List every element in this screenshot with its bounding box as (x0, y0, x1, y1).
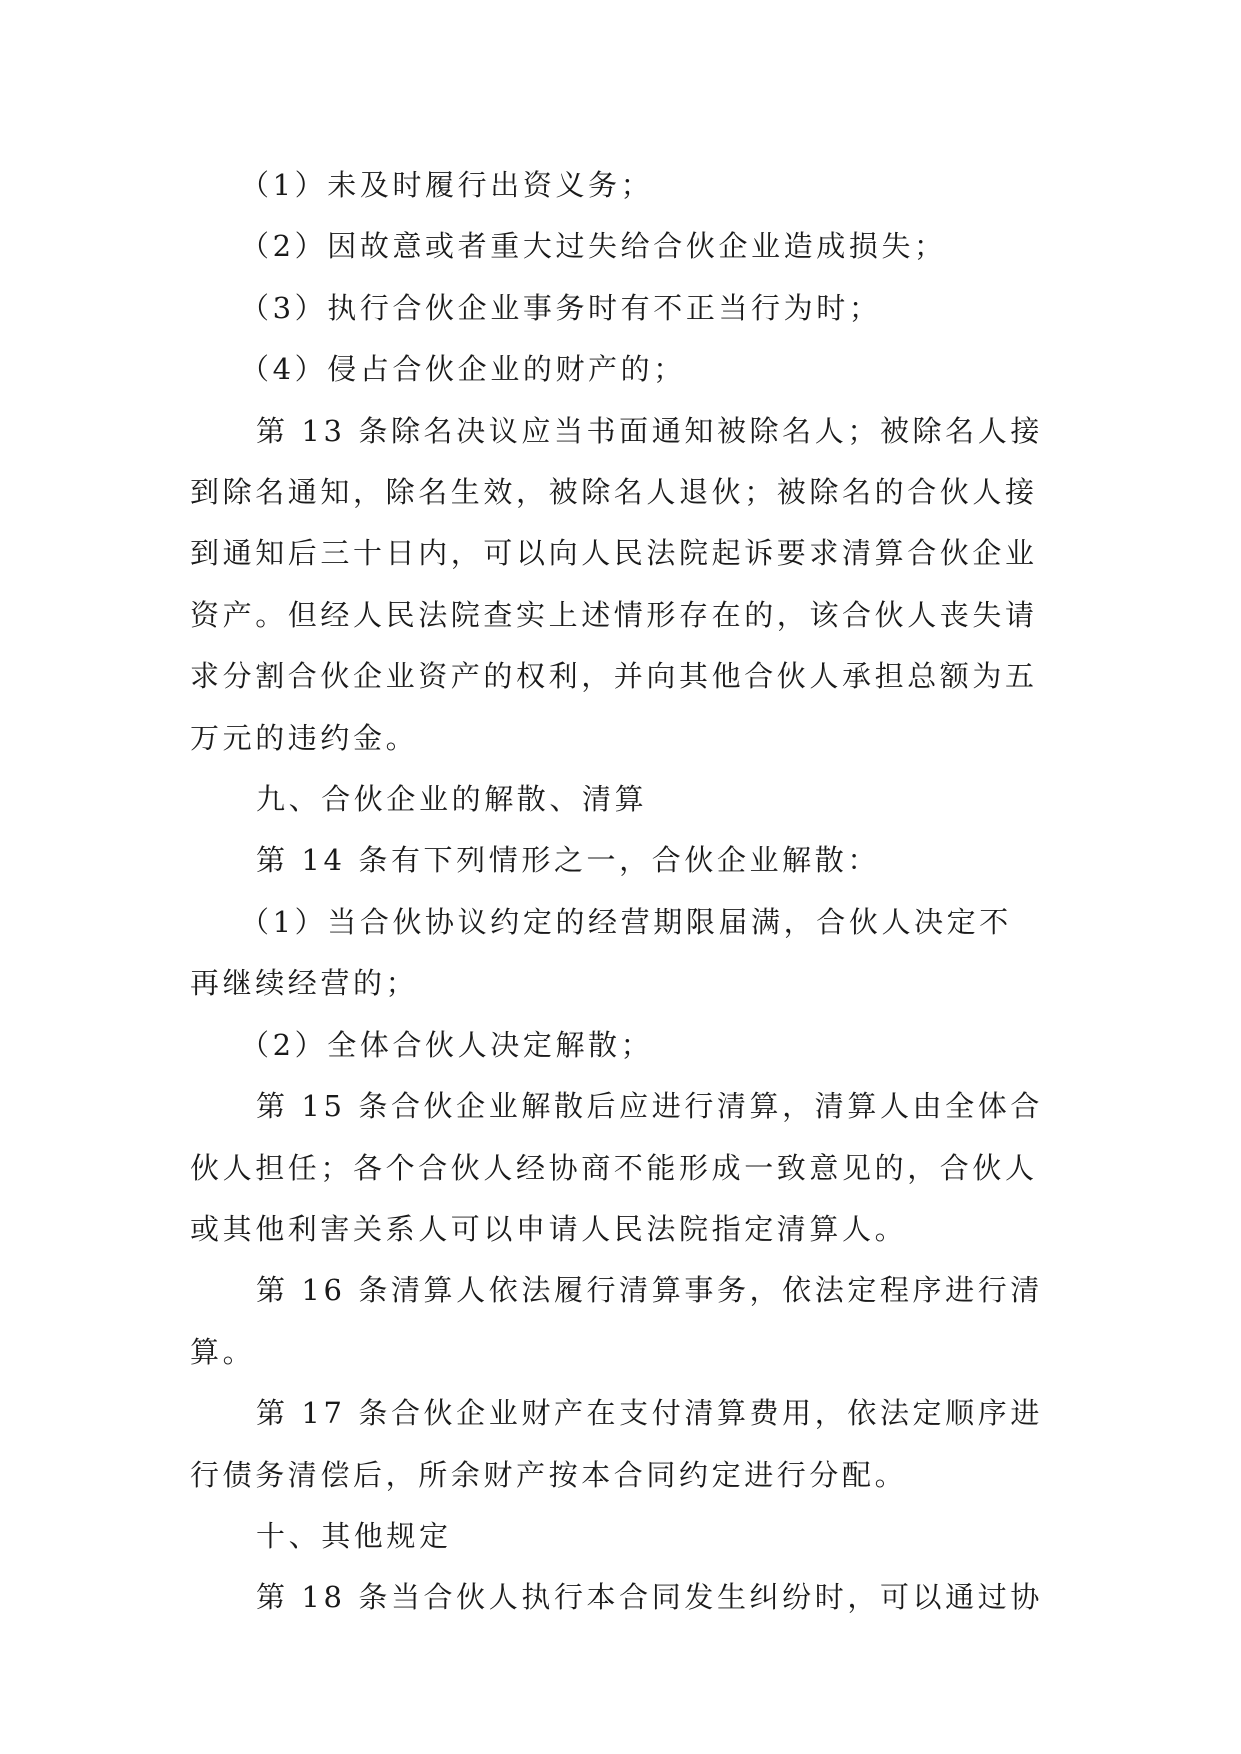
clause-15-line-1: 第 15 条合伙企业解散后应进行清算，清算人由全体合 (256, 1089, 1043, 1124)
clause-13-line-1: 第 13 条除名决议应当书面通知被除名人；被除名人接 (256, 413, 1043, 448)
clause-16-line-1: 第 16 条清算人依法履行清算事务，依法定程序进行清 (256, 1273, 1043, 1308)
clause-12-item-3: （3）执行合伙企业事务时有不正当行为时； (240, 290, 882, 325)
document-body (190, 155, 1050, 1629)
clause-13-line-6: 万元的违约金。 (190, 720, 419, 755)
clause-13-line-2: 到除名通知，除名生效，被除名人退伙；被除名的合伙人接 (190, 475, 1038, 510)
section-9-heading: 九、合伙企业的解散、清算 (256, 782, 648, 817)
clause-15-line-2: 伙人担任；各个合伙人经协商不能形成一致意见的，合伙人 (190, 1150, 1038, 1185)
clause-12-item-2: （2）因故意或者重大过失给合伙企业造成损失； (240, 229, 947, 264)
clause-12-item-1: （1）未及时履行出资义务； (240, 168, 654, 202)
clause-14-item-1-line-1: （1）当合伙协议约定的经营期限届满，合伙人决定不 (240, 904, 1012, 939)
clause-16-line-2: 算。 (190, 1334, 256, 1369)
clause-13-line-5: 求分割合伙企业资产的权利，并向其他合伙人承担总额为五 (190, 659, 1038, 694)
clause-12-item-4: （4）侵占合伙企业的财产的； (240, 352, 686, 387)
clause-17-line-1: 第 17 条合伙企业财产在支付清算费用，依法定顺序进 (256, 1396, 1043, 1431)
clause-13-line-3: 到通知后三十日内，可以向人民法院起诉要求清算合伙企业 (190, 536, 1038, 571)
clause-15-line-3: 或其他利害关系人可以申请人民法院指定清算人。 (190, 1211, 908, 1246)
clause-14-item-1-line-2: 再继续经营的； (190, 966, 419, 1001)
section-10-heading: 十、其他规定 (256, 1518, 452, 1553)
clause-14-item-2: （2）全体合伙人决定解散； (240, 1027, 654, 1062)
clause-14-line-1: 第 14 条有下列情形之一，合伙企业解散： (256, 843, 880, 878)
clause-17-line-2: 行债务清偿后，所余财产按本合同约定进行分配。 (190, 1457, 908, 1492)
clause-13-line-4: 资产。但经人民法院查实上述情形存在的，该合伙人丧失请 (190, 597, 1038, 632)
clause-18-line-1: 第 18 条当合伙人执行本合同发生纠纷时，可以通过协 (256, 1580, 1043, 1615)
